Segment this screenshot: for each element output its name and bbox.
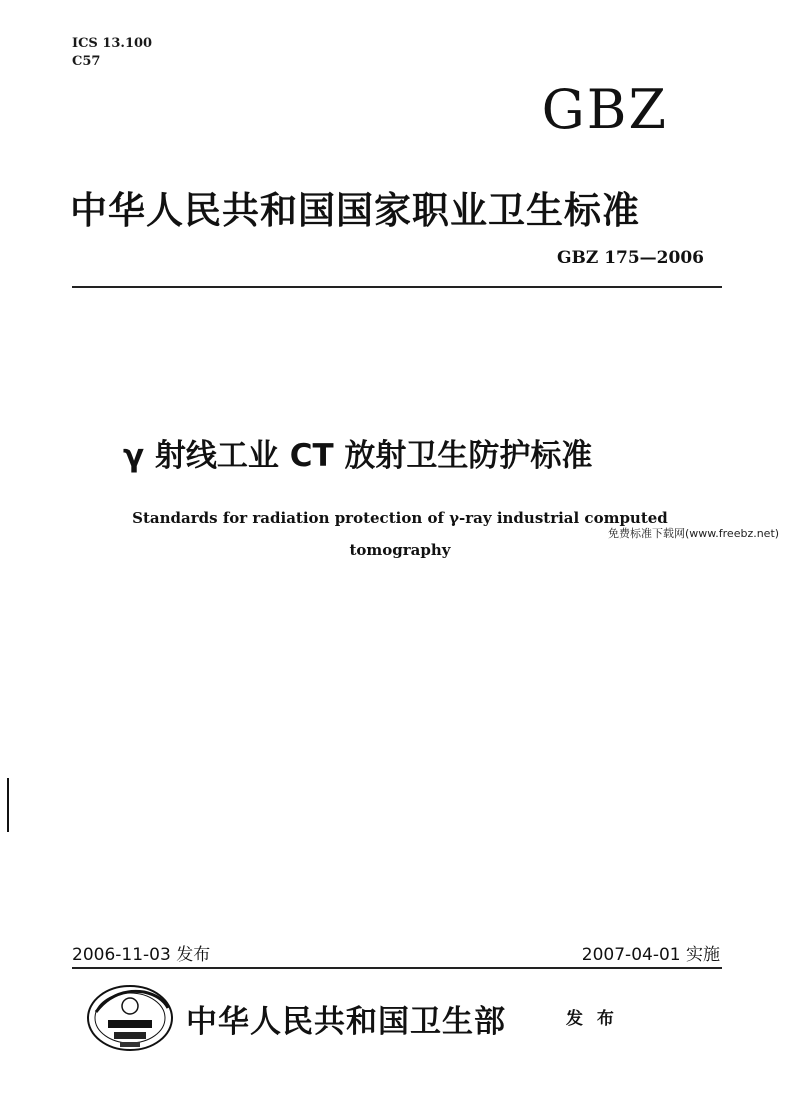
document-title-en: Standards for radiation protection of γ-ray industrial computed tomography [132,509,668,559]
watermark-text: 免费标准下载网(www.freebz.net) [608,527,780,540]
publisher-seal-icon [84,982,180,1054]
implementation-date: 2007-04-01 实施 [581,945,720,965]
margin-mark [7,778,9,832]
document-title-cn: γ 射线工业 CT 放射卫生防护标准 [123,438,593,474]
ics-code: ICS 13.100 [72,36,153,51]
publish-label: 发 布 [566,1009,618,1029]
bottom-divider [72,967,722,969]
issue-date: 2006-11-03 发布 [72,945,211,965]
ccs-code: C57 [72,54,101,69]
top-divider [72,286,722,288]
national-standard-title: 中华人民共和国国家职业卫生标准 [70,189,640,232]
publisher-name: 中华人民共和国卫生部 [186,1004,506,1040]
standard-number: GBZ 175—2006 [556,248,704,268]
standard-logo: GBZ [541,78,668,141]
